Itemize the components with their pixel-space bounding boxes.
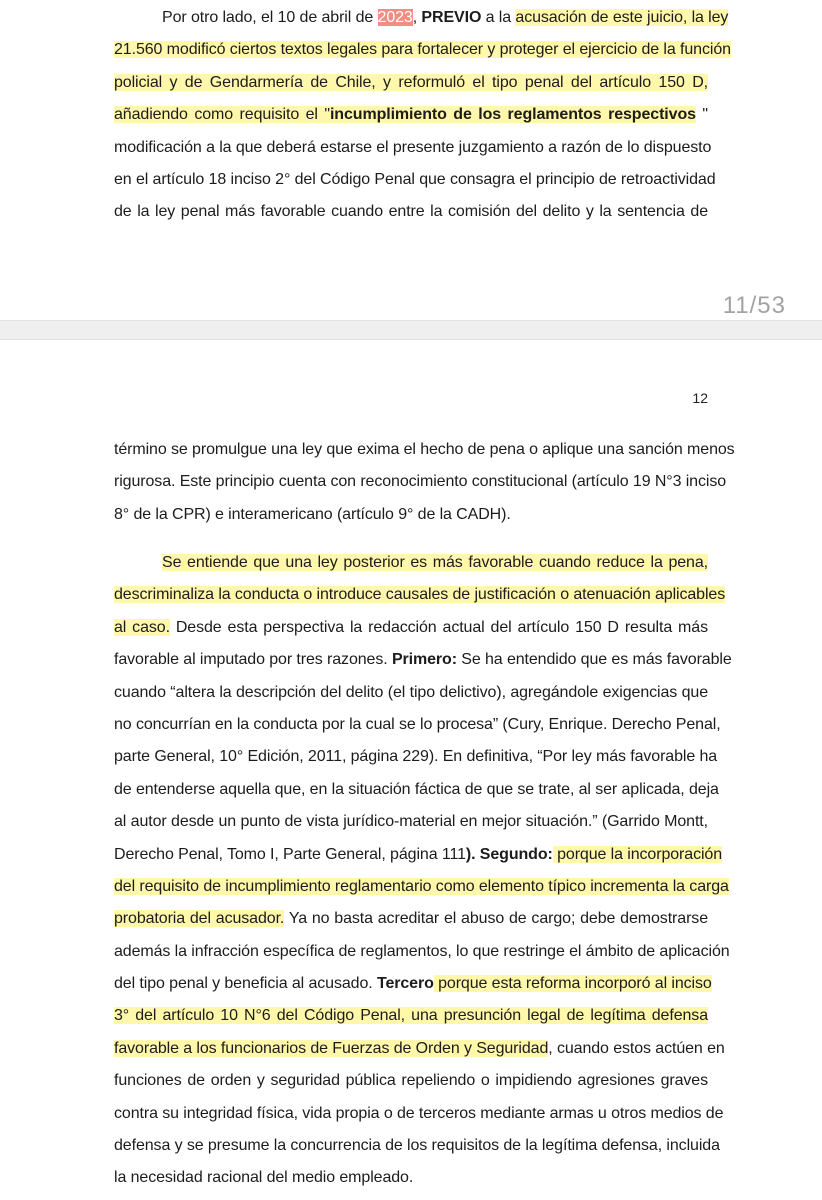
text-line: de entenderse aquella que, en la situación fáctica de que se trate, al ser aplicada, deja [114,780,719,798]
text-line [114,34,731,66]
paragraph-ley-21560 [114,2,731,229]
highlight: acusación de este juicio, la ley [515,9,729,26]
highlight: probatoria del acusador. [114,910,285,928]
text-line [114,579,726,611]
highlight: porque la incorporación [552,845,723,863]
highlight: favorable a los funcionarios de Fuerzas de Orden y Seguridad [114,1039,549,1057]
text-line: favorable a los funcionarios de Fuerzas de Orden y Seguridad, cuando estos actúen en [114,1039,725,1057]
highlight: descriminaliza la conducta o introduce causales de justificación o atenuación aplicables [114,586,726,604]
text-line: Por otro lado, el 10 de abril de 2023, PREVIO a la acusación de este juicio, la ley [162,9,729,26]
text-line: contra su integridad física, vida propia o de terceros mediante armas u otros medios de [114,1104,724,1122]
highlight: 3° del artículo 10 N°6 del Código Penal, una presunción legal de legítima defensa [114,1007,708,1025]
highlight: porque esta reforma incorporó al inciso [433,975,712,993]
text-line: parte General, 10° Edición, 2011, página 229). En definitiva, “Por ley más favorable ha [114,748,718,766]
text-line: término se promulgue una ley que exima el hecho de pena o aplique una sanción menos [114,441,735,458]
text-line: defensa y se presume la concurrencia de los requisitos de la legítima defensa, incluida [114,1137,720,1155]
text-line [114,67,708,99]
text-line: del tipo penal y beneficia al acusado. Tercero porque esta reforma incorporó al inciso [114,975,712,993]
text-line: cuando “altera la descripción del delito (el tipo delictivo), agregándole exigencias que [114,683,708,701]
document-page-11 [0,0,822,320]
paragraph-ley-favorable [114,547,732,1195]
text-line: no concurrían en la conducta por la cual se lo procesa” (Cury, Enrique. Derecho Penal, [114,715,721,733]
text-line: de la ley penal más favorable cuando entre la comisión del delito y la sentencia de [114,203,708,221]
page-separator [0,320,822,340]
highlight: 21.560 modificó ciertos textos legales para fortalecer y proteger el ejercicio de la función [114,41,731,59]
text-line: Derecho Penal, Tomo I, Parte General, página 111). Segundo: porque la incorporación [114,845,723,863]
highlight: policial y de Gendarmería de Chile, y reformuló el tipo penal del artículo 150 D, [114,73,708,91]
text-line: en el artículo 18 inciso 2° del Código Penal que consagra el principio de retroactividad [114,170,716,188]
text-line [114,1000,708,1032]
text-line: añadiendo como requisito el "incumplimiento de los reglamentos respectivos " [114,106,708,124]
text-line: 8° de la CPR) e interamericano (artículo 9° de la CADH). [114,505,511,523]
text-line: modificación a la que deberá estarse el presente juzgamiento a razón de lo dispuesto [114,138,712,156]
page-number: 12 [692,390,708,406]
page-counter: 11/53 [722,292,786,319]
text-line: funciones de orden y seguridad pública repeliendo o impidiendo agresiones graves [114,1072,708,1090]
highlight-year: 2023 [377,9,413,26]
highlight: añadiendo como requisito el "incumplimiento de los reglamentos respectivos [114,106,696,124]
text-line: favorable al imputado por tres razones. Primero: Se ha entendido que es más favorable [114,651,732,669]
text-line: además la infracción específica de reglamentos, lo que restringe el ámbito de aplicación [114,942,730,960]
text-line: la necesidad racional del medio empleado. [114,1169,414,1187]
highlight: al caso. [114,618,170,636]
text-line: al autor desde un punto de vista jurídico-material en mejor situación.” (Garrido Montt, [114,813,708,831]
text-line: rigurosa. Este principio cuenta con reconocimiento constitucional (artículo 19 N°3 inciso [114,473,727,491]
highlight: del requisito de incumplimiento reglamentario como elemento típico incrementa la carga [114,877,729,895]
text-line [114,871,729,903]
text-line: al caso. Desde esta perspectiva la redacción actual del artículo 150 D resulta más [114,618,708,636]
text-line: probatoria del acusador. Ya no basta acreditar el abuso de cargo; debe demostrarse [114,910,708,928]
paragraph-continuation [114,434,735,531]
highlight: Se entiende que una ley posterior es más favorable cuando reduce la pena, [162,554,708,571]
text-line [114,547,708,579]
